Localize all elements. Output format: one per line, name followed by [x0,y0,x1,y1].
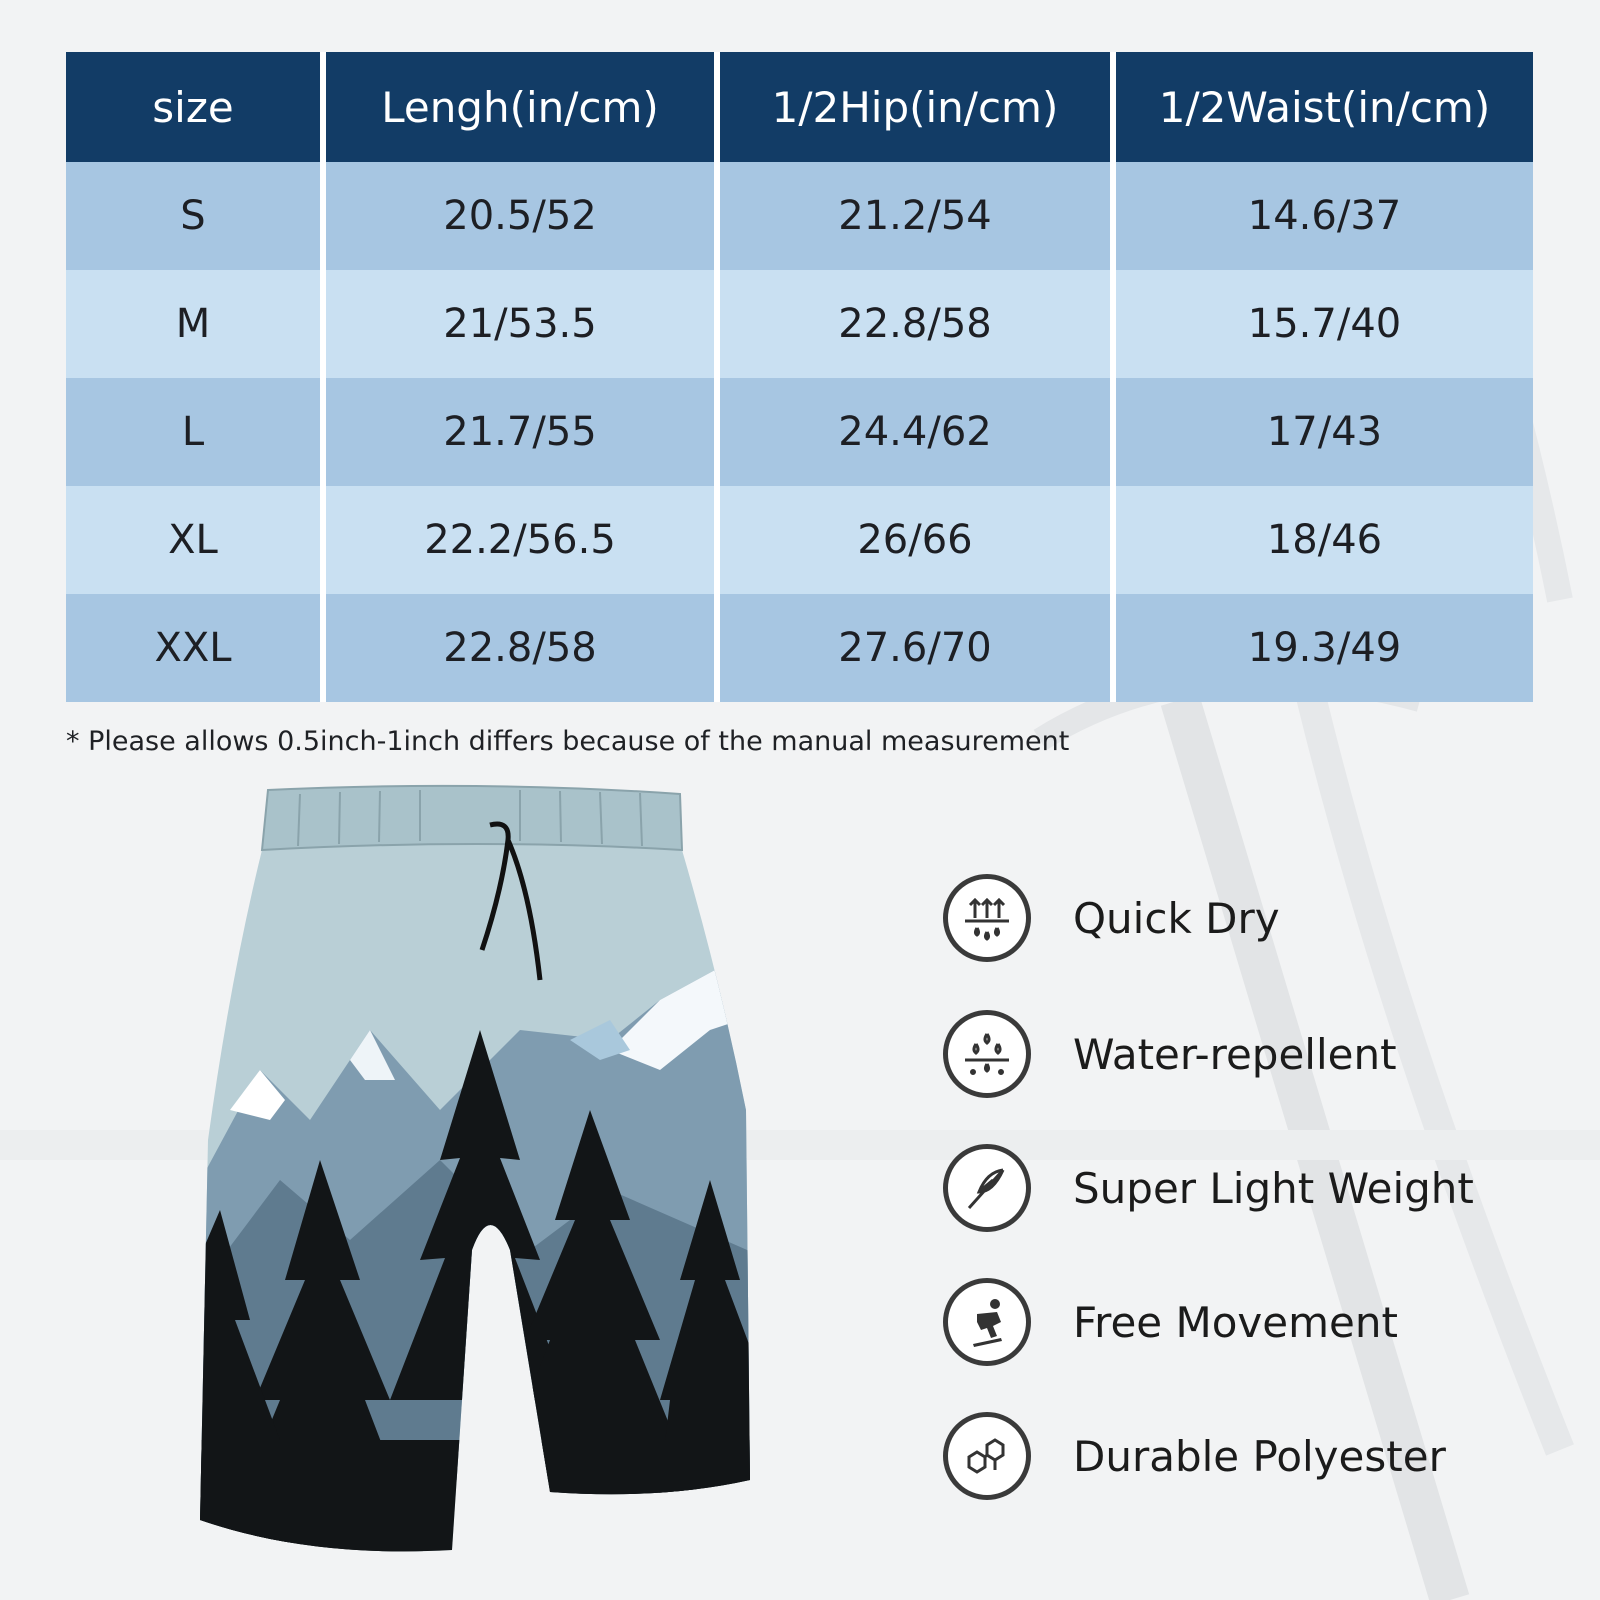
measurement-note: * Please allows 0.5inch-1inch differs because of the manual measurement [66,726,1070,757]
cell-hip: 24.4/62 [720,378,1116,486]
cell-size: XL [66,486,326,594]
cell-size: L [66,378,326,486]
header-size: size [66,52,326,162]
feature-light-weight [943,1144,1474,1232]
skateboarder-icon [943,1278,1031,1366]
cell-length: 22.2/56.5 [326,486,720,594]
cell-length: 21/53.5 [326,270,720,378]
cell-waist: 18/46 [1116,486,1533,594]
cell-size: XXL [66,594,326,702]
feature-label: Water-repellent [1073,1029,1397,1079]
cell-waist: 19.3/49 [1116,594,1533,702]
cell-size: M [66,270,326,378]
cell-hip: 26/66 [720,486,1116,594]
cell-waist: 15.7/40 [1116,270,1533,378]
cell-hip: 22.8/58 [720,270,1116,378]
header-half-waist: 1/2Waist(in/cm) [1116,52,1533,162]
feature-label: Free Movement [1073,1297,1398,1347]
feather-icon [943,1144,1031,1232]
water-repellent-icon [943,1010,1031,1098]
feature-label: Durable Polyester [1073,1431,1446,1481]
feature-water-repellent [943,1010,1397,1098]
cell-hip: 27.6/70 [720,594,1116,702]
cell-length: 21.7/55 [326,378,720,486]
cell-length: 22.8/58 [326,594,720,702]
cell-waist: 14.6/37 [1116,162,1533,270]
feature-durable-polyester [943,1412,1446,1500]
feature-label: Super Light Weight [1073,1163,1474,1213]
molecule-icon [943,1412,1031,1500]
size-chart-table [66,52,1533,702]
cell-size: S [66,162,326,270]
board-shorts-image [190,780,770,1570]
feature-label: Quick Dry [1073,893,1280,943]
header-length: Lengh(in/cm) [326,52,720,162]
cell-length: 20.5/52 [326,162,720,270]
feature-free-movement [943,1278,1398,1366]
header-half-hip: 1/2Hip(in/cm) [720,52,1116,162]
cell-waist: 17/43 [1116,378,1533,486]
quick-dry-icon [943,874,1031,962]
cell-hip: 21.2/54 [720,162,1116,270]
feature-quick-dry [943,874,1280,962]
